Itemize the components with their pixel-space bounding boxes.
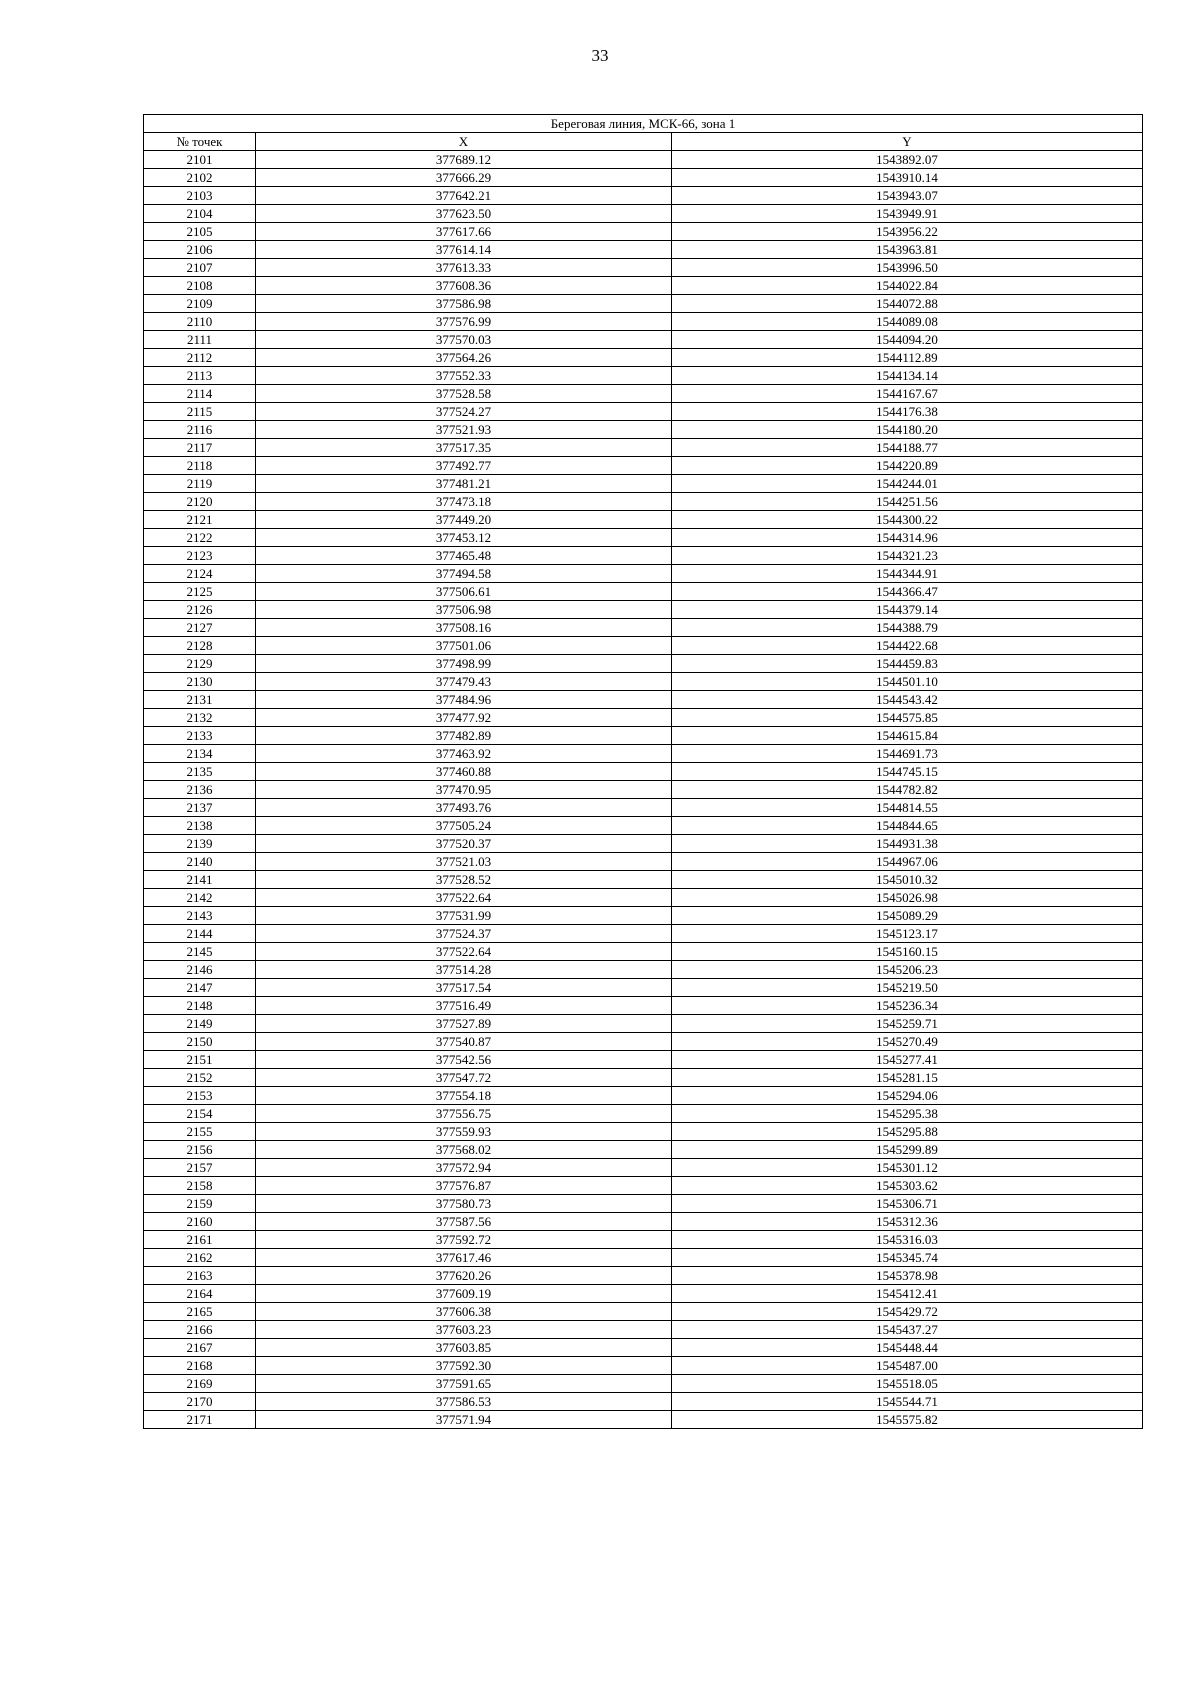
cell-y: 1544321.23 [672,547,1143,565]
cell-y: 1543943.07 [672,187,1143,205]
table-row [144,1411,1143,1429]
cell-x: 377517.35 [256,439,672,457]
table-row [144,493,1143,511]
cell-point-number: 2158 [144,1177,256,1195]
table-row [144,565,1143,583]
cell-point-number: 2153 [144,1087,256,1105]
cell-x: 377587.56 [256,1213,672,1231]
cell-y: 1544220.89 [672,457,1143,475]
cell-x: 377666.29 [256,169,672,187]
table-title: Береговая линия, МСК-66, зона 1 [144,115,1143,133]
cell-y: 1545345.74 [672,1249,1143,1267]
table-row [144,1213,1143,1231]
cell-y: 1544022.84 [672,277,1143,295]
cell-point-number: 2121 [144,511,256,529]
table-row [144,961,1143,979]
cell-point-number: 2103 [144,187,256,205]
cell-x: 377552.33 [256,367,672,385]
cell-y: 1545316.03 [672,1231,1143,1249]
cell-point-number: 2117 [144,439,256,457]
cell-y: 1543892.07 [672,151,1143,169]
table-row [144,1231,1143,1249]
table-row [144,529,1143,547]
cell-x: 377506.61 [256,583,672,601]
table-row [144,889,1143,907]
cell-point-number: 2128 [144,637,256,655]
cell-x: 377522.64 [256,943,672,961]
table-row [144,187,1143,205]
table-row [144,367,1143,385]
table-row [144,1285,1143,1303]
cell-point-number: 2136 [144,781,256,799]
table-row [144,1069,1143,1087]
cell-x: 377591.65 [256,1375,672,1393]
table-row [144,619,1143,637]
cell-y: 1545026.98 [672,889,1143,907]
cell-y: 1545299.89 [672,1141,1143,1159]
cell-point-number: 2145 [144,943,256,961]
cell-y: 1544931.38 [672,835,1143,853]
cell-point-number: 2155 [144,1123,256,1141]
cell-x: 377517.54 [256,979,672,997]
cell-point-number: 2129 [144,655,256,673]
cell-point-number: 2139 [144,835,256,853]
cell-point-number: 2133 [144,727,256,745]
cell-point-number: 2126 [144,601,256,619]
table-row [144,1177,1143,1195]
cell-point-number: 2144 [144,925,256,943]
table-row [144,943,1143,961]
cell-point-number: 2138 [144,817,256,835]
cell-x: 377449.20 [256,511,672,529]
cell-x: 377528.52 [256,871,672,889]
cell-y: 1544366.47 [672,583,1143,601]
cell-x: 377580.73 [256,1195,672,1213]
cell-point-number: 2105 [144,223,256,241]
table-row [144,763,1143,781]
cell-y: 1544094.20 [672,331,1143,349]
page-number: 33 [591,46,609,65]
table-row [144,745,1143,763]
cell-point-number: 2125 [144,583,256,601]
cell-point-number: 2170 [144,1393,256,1411]
cell-point-number: 2160 [144,1213,256,1231]
cell-x: 377642.21 [256,187,672,205]
cell-y: 1545412.41 [672,1285,1143,1303]
cell-x: 377572.94 [256,1159,672,1177]
cell-x: 377592.30 [256,1357,672,1375]
cell-y: 1544814.55 [672,799,1143,817]
cell-x: 377576.99 [256,313,672,331]
cell-point-number: 2152 [144,1069,256,1087]
cell-point-number: 2141 [144,871,256,889]
cell-point-number: 2111 [144,331,256,349]
cell-y: 1544112.89 [672,349,1143,367]
cell-y: 1543910.14 [672,169,1143,187]
cell-x: 377522.64 [256,889,672,907]
table-row [144,1195,1143,1213]
table-row [144,403,1143,421]
table-row [144,241,1143,259]
cell-y: 1545277.41 [672,1051,1143,1069]
table-row [144,511,1143,529]
table-row [144,1015,1143,1033]
cell-point-number: 2161 [144,1231,256,1249]
table-row [144,475,1143,493]
table-row [144,655,1143,673]
cell-y: 1544422.68 [672,637,1143,655]
cell-point-number: 2101 [144,151,256,169]
cell-point-number: 2154 [144,1105,256,1123]
cell-x: 377689.12 [256,151,672,169]
cell-point-number: 2143 [144,907,256,925]
table-row [144,439,1143,457]
table-row [144,871,1143,889]
cell-y: 1545295.88 [672,1123,1143,1141]
cell-point-number: 2131 [144,691,256,709]
table-row [144,1249,1143,1267]
cell-y: 1545544.71 [672,1393,1143,1411]
cell-x: 377520.37 [256,835,672,853]
cell-point-number: 2150 [144,1033,256,1051]
cell-y: 1544244.01 [672,475,1143,493]
cell-x: 377620.26 [256,1267,672,1285]
cell-point-number: 2156 [144,1141,256,1159]
cell-point-number: 2149 [144,1015,256,1033]
cell-y: 1543949.91 [672,205,1143,223]
table-row [144,259,1143,277]
table-row [144,385,1143,403]
cell-y: 1544251.56 [672,493,1143,511]
column-header-point-number: № точек [144,133,256,151]
cell-x: 377508.16 [256,619,672,637]
cell-x: 377479.43 [256,673,672,691]
cell-x: 377608.36 [256,277,672,295]
cell-point-number: 2127 [144,619,256,637]
cell-x: 377609.19 [256,1285,672,1303]
table-row [144,1087,1143,1105]
cell-y: 1544188.77 [672,439,1143,457]
cell-point-number: 2171 [144,1411,256,1429]
cell-point-number: 2134 [144,745,256,763]
cell-y: 1545270.49 [672,1033,1143,1051]
cell-y: 1544379.14 [672,601,1143,619]
cell-x: 377453.12 [256,529,672,547]
table-row [144,601,1143,619]
cell-x: 377482.89 [256,727,672,745]
cell-y: 1545575.82 [672,1411,1143,1429]
cell-point-number: 2168 [144,1357,256,1375]
cell-point-number: 2107 [144,259,256,277]
cell-y: 1544459.83 [672,655,1143,673]
table-row [144,331,1143,349]
cell-point-number: 2110 [144,313,256,331]
cell-x: 377559.93 [256,1123,672,1141]
table-row [144,1357,1143,1375]
cell-x: 377521.03 [256,853,672,871]
cell-x: 377516.49 [256,997,672,1015]
cell-y: 1545437.27 [672,1321,1143,1339]
table-row [144,1123,1143,1141]
table-row [144,691,1143,709]
table-row [144,1105,1143,1123]
table-row [144,547,1143,565]
cell-point-number: 2109 [144,295,256,313]
cell-x: 377564.26 [256,349,672,367]
cell-x: 377524.37 [256,925,672,943]
cell-y: 1543963.81 [672,241,1143,259]
table-row [144,205,1143,223]
table-row [144,853,1143,871]
table-row [144,835,1143,853]
cell-point-number: 2137 [144,799,256,817]
table-row [144,1393,1143,1411]
cell-x: 377617.46 [256,1249,672,1267]
cell-y: 1544134.14 [672,367,1143,385]
cell-point-number: 2151 [144,1051,256,1069]
cell-x: 377586.98 [256,295,672,313]
cell-x: 377494.58 [256,565,672,583]
cell-x: 377547.72 [256,1069,672,1087]
cell-y: 1544745.15 [672,763,1143,781]
table-row [144,313,1143,331]
cell-y: 1545429.72 [672,1303,1143,1321]
column-header-x: X [256,133,672,151]
cell-x: 377586.53 [256,1393,672,1411]
cell-x: 377505.24 [256,817,672,835]
cell-y: 1545518.05 [672,1375,1143,1393]
cell-y: 1544072.88 [672,295,1143,313]
table-row [144,673,1143,691]
cell-x: 377531.99 [256,907,672,925]
cell-point-number: 2147 [144,979,256,997]
table-row [144,979,1143,997]
cell-point-number: 2118 [144,457,256,475]
cell-x: 377492.77 [256,457,672,475]
cell-x: 377460.88 [256,763,672,781]
cell-x: 377540.87 [256,1033,672,1051]
cell-x: 377603.23 [256,1321,672,1339]
cell-y: 1544167.67 [672,385,1143,403]
cell-x: 377556.75 [256,1105,672,1123]
table-row [144,457,1143,475]
table-body [144,151,1143,1429]
table-row [144,1321,1143,1339]
cell-x: 377614.14 [256,241,672,259]
cell-point-number: 2116 [144,421,256,439]
table-row [144,421,1143,439]
cell-y: 1544089.08 [672,313,1143,331]
table-row [144,583,1143,601]
table-row [144,1267,1143,1285]
cell-point-number: 2167 [144,1339,256,1357]
cell-point-number: 2124 [144,565,256,583]
cell-point-number: 2119 [144,475,256,493]
cell-x: 377527.89 [256,1015,672,1033]
table-row [144,295,1143,313]
cell-x: 377484.96 [256,691,672,709]
cell-y: 1544543.42 [672,691,1143,709]
cell-y: 1544176.38 [672,403,1143,421]
cell-point-number: 2146 [144,961,256,979]
cell-point-number: 2142 [144,889,256,907]
table-row [144,1033,1143,1051]
table-row [144,349,1143,367]
cell-point-number: 2104 [144,205,256,223]
cell-point-number: 2135 [144,763,256,781]
table-row [144,169,1143,187]
cell-point-number: 2159 [144,1195,256,1213]
table-header-row [144,133,1143,151]
cell-y: 1544388.79 [672,619,1143,637]
cell-x: 377617.66 [256,223,672,241]
cell-point-number: 2113 [144,367,256,385]
column-header-y: Y [672,133,1143,151]
table-row [144,1303,1143,1321]
cell-x: 377463.92 [256,745,672,763]
cell-y: 1545303.62 [672,1177,1143,1195]
cell-y: 1545301.12 [672,1159,1143,1177]
cell-point-number: 2165 [144,1303,256,1321]
cell-y: 1544501.10 [672,673,1143,691]
cell-point-number: 2157 [144,1159,256,1177]
table-row [144,727,1143,745]
cell-point-number: 2140 [144,853,256,871]
cell-point-number: 2166 [144,1321,256,1339]
cell-x: 377623.50 [256,205,672,223]
cell-y: 1545487.00 [672,1357,1143,1375]
cell-x: 377473.18 [256,493,672,511]
cell-x: 377576.87 [256,1177,672,1195]
cell-x: 377570.03 [256,331,672,349]
table-row [144,799,1143,817]
cell-x: 377465.48 [256,547,672,565]
cell-x: 377554.18 [256,1087,672,1105]
table-row [144,817,1143,835]
cell-x: 377524.27 [256,403,672,421]
cell-x: 377477.92 [256,709,672,727]
cell-y: 1543996.50 [672,259,1143,277]
cell-x: 377606.38 [256,1303,672,1321]
table-row [144,1375,1143,1393]
cell-point-number: 2132 [144,709,256,727]
cell-x: 377613.33 [256,259,672,277]
cell-y: 1544844.65 [672,817,1143,835]
cell-y: 1545160.15 [672,943,1143,961]
cell-x: 377501.06 [256,637,672,655]
cell-y: 1545010.32 [672,871,1143,889]
cell-x: 377470.95 [256,781,672,799]
cell-y: 1544967.06 [672,853,1143,871]
cell-y: 1545123.17 [672,925,1143,943]
cell-y: 1545312.36 [672,1213,1143,1231]
table-row [144,223,1143,241]
cell-x: 377521.93 [256,421,672,439]
cell-point-number: 2122 [144,529,256,547]
cell-point-number: 2169 [144,1375,256,1393]
cell-y: 1545219.50 [672,979,1143,997]
cell-y: 1545089.29 [672,907,1143,925]
cell-y: 1545206.23 [672,961,1143,979]
cell-x: 377592.72 [256,1231,672,1249]
cell-y: 1544615.84 [672,727,1143,745]
cell-y: 1544300.22 [672,511,1143,529]
cell-point-number: 2112 [144,349,256,367]
cell-y: 1544314.96 [672,529,1143,547]
cell-point-number: 2108 [144,277,256,295]
cell-x: 377603.85 [256,1339,672,1357]
cell-y: 1545259.71 [672,1015,1143,1033]
cell-y: 1545306.71 [672,1195,1143,1213]
cell-y: 1544691.73 [672,745,1143,763]
cell-point-number: 2115 [144,403,256,421]
cell-x: 377514.28 [256,961,672,979]
cell-x: 377493.76 [256,799,672,817]
cell-y: 1545295.38 [672,1105,1143,1123]
table-row [144,1051,1143,1069]
cell-x: 377528.58 [256,385,672,403]
cell-x: 377498.99 [256,655,672,673]
table-row [144,925,1143,943]
cell-point-number: 2106 [144,241,256,259]
cell-y: 1544782.82 [672,781,1143,799]
cell-y: 1543956.22 [672,223,1143,241]
cell-point-number: 2162 [144,1249,256,1267]
cell-point-number: 2163 [144,1267,256,1285]
cell-point-number: 2148 [144,997,256,1015]
cell-y: 1545448.44 [672,1339,1143,1357]
cell-point-number: 2164 [144,1285,256,1303]
cell-y: 1545281.15 [672,1069,1143,1087]
table-row [144,781,1143,799]
cell-y: 1545378.98 [672,1267,1143,1285]
cell-x: 377568.02 [256,1141,672,1159]
cell-x: 377571.94 [256,1411,672,1429]
cell-x: 377506.98 [256,601,672,619]
cell-point-number: 2130 [144,673,256,691]
cell-y: 1545236.34 [672,997,1143,1015]
cell-point-number: 2123 [144,547,256,565]
cell-y: 1544344.91 [672,565,1143,583]
table-row [144,1339,1143,1357]
table-row [144,1159,1143,1177]
cell-point-number: 2102 [144,169,256,187]
table-row [144,151,1143,169]
cell-y: 1544575.85 [672,709,1143,727]
cell-x: 377481.21 [256,475,672,493]
table-row [144,1141,1143,1159]
table-title-row [144,115,1143,133]
coordinates-table [143,114,1143,1429]
table-row [144,637,1143,655]
cell-point-number: 2120 [144,493,256,511]
cell-point-number: 2114 [144,385,256,403]
cell-y: 1544180.20 [672,421,1143,439]
table-row [144,907,1143,925]
cell-y: 1545294.06 [672,1087,1143,1105]
cell-x: 377542.56 [256,1051,672,1069]
table-row [144,997,1143,1015]
table-row [144,277,1143,295]
table-row [144,709,1143,727]
